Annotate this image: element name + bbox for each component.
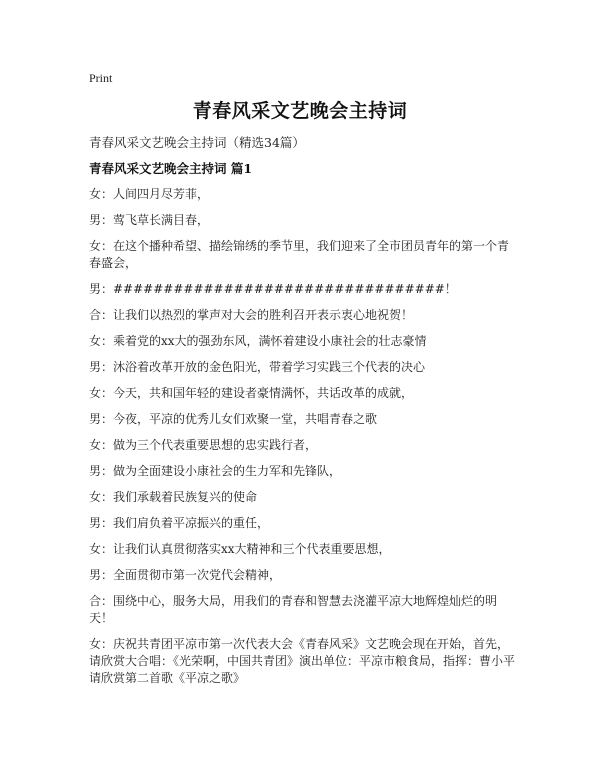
script-line: 女：让我们认真贯彻落实xx大精神和三个代表重要思想， <box>89 542 391 556</box>
script-line: 男：沐浴着改革开放的金色阳光，带着学习实践三个代表的决心 <box>89 360 426 374</box>
script-line: 男：全面贯彻市第一次党代会精神， <box>89 568 282 582</box>
script-line: 男：莺飞草长满目春， <box>89 213 210 227</box>
script-line: 女：庆祝共青团平凉市第一次代表大会《青春风采》文艺晚会现在开始，首先，请欣赏大合唱：《光荣啊，中国共青团》演出单位：平凉市粮食局，指挥：曹小平请欣赏第二首歌《平凉之歌》 <box>89 637 516 685</box>
script-line: 男：今夜，平凉的优秀儿女们欢聚一堂，共唱青春之歌 <box>89 412 378 426</box>
script-line: 女：我们承载着民族复兴的使命 <box>89 490 258 504</box>
script-line: 合：让我们以热烈的掌声对大会的胜利召开表示衷心地祝贺！ <box>89 308 414 322</box>
script-line: 女：人间四月尽芳菲， <box>89 187 210 201</box>
page-title: 青春风采文艺晚会主持词 <box>192 100 408 122</box>
script-line: 男：我们肩负着平凉振兴的重任， <box>89 516 270 530</box>
script-line: 女：做为三个代表重要思想的忠实践行者， <box>89 438 318 452</box>
script-line: 女：今天，共和国年轻的建设者豪情满怀，共话改革的成就， <box>89 386 414 400</box>
document-subtitle: 青春风采文艺晚会主持词（精选34篇） <box>89 135 305 150</box>
section-heading: 青春风采文艺晚会主持词 篇1 <box>89 161 253 176</box>
script-line: 男：#################################！ <box>89 282 457 296</box>
script-line: 女：在这个播种希望、描绘锦绣的季节里，我们迎来了全市团员青年的第一个青春盛会， <box>89 239 510 270</box>
print-link[interactable]: Print <box>89 71 113 85</box>
script-line: 女：乘着党的xx大的强劲东风，满怀着建设小康社会的壮志豪情 <box>89 334 427 348</box>
script-line: 男：做为全面建设小康社会的生力军和先锋队， <box>89 464 342 478</box>
script-line: 合：围绕中心，服务大局，用我们的青春和智慧去浇灌平凉大地辉煌灿烂的明天！ <box>89 594 498 625</box>
script-lines <box>89 186 519 696</box>
